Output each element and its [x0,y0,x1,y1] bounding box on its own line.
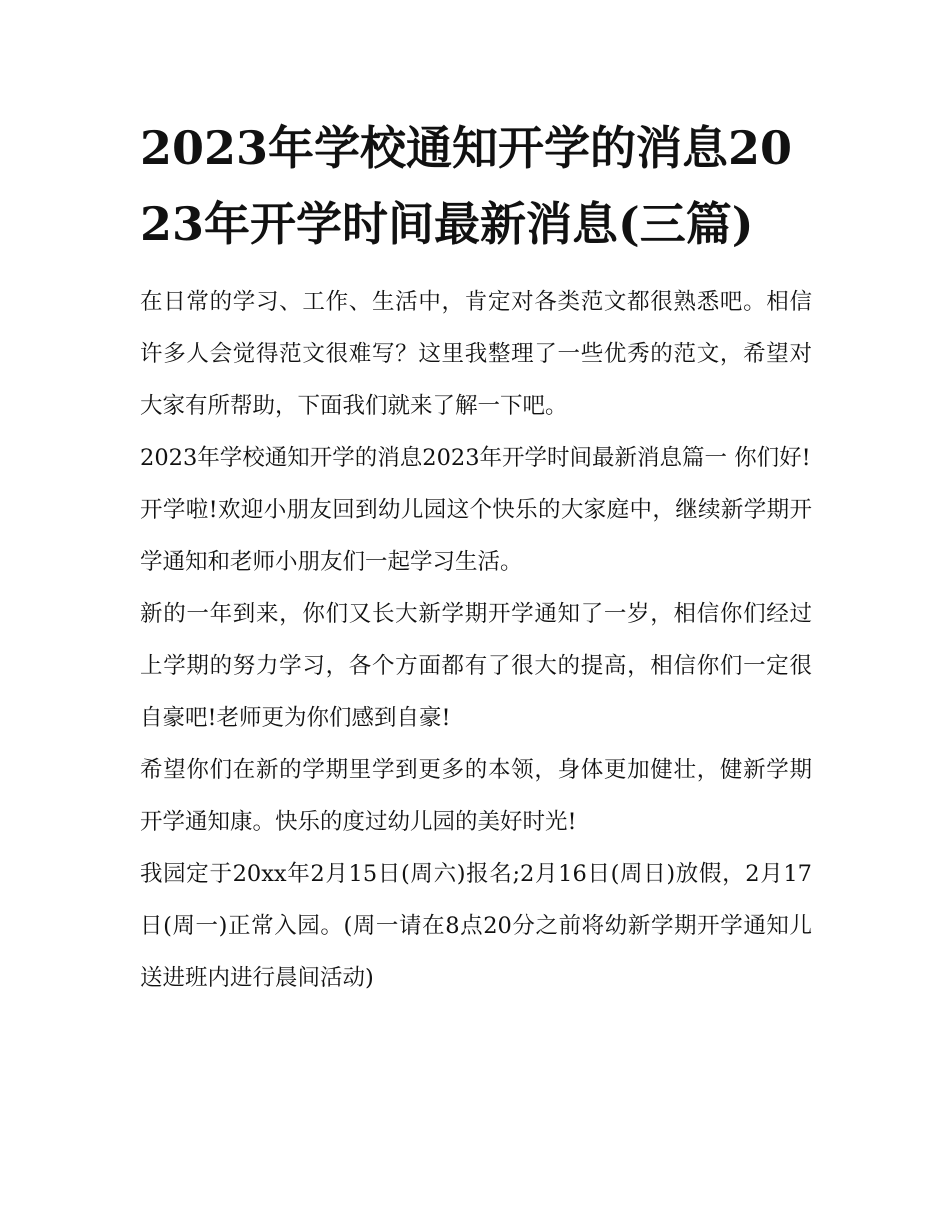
paragraph-new-year: 新的一年到来，你们又长大新学期开学通知了一岁，相信你们经过上学期的努力学习，各个方面都有了很大的提高，相信你们一定很自豪吧!老师更为你们感到自豪! [140,601,812,731]
document-title: 2023年学校通知开学的消息2023年开学时间最新消息(三篇) [140,121,793,251]
paragraph-greeting: 2023年学校通知开学的消息2023年开学时间最新消息篇一 你们好! [140,445,811,471]
paragraph-intro: 在日常的学习、工作、生活中，肯定对各类范文都很熟悉吧。相信许多人会觉得范文很难写？这里我整理了一些优秀的范文，希望对大家有所帮助，下面我们就来了解一下吧。 [140,289,812,419]
paragraph-welcome: 开学啦!欢迎小朋友回到幼儿园这个快乐的大家庭中，继续新学期开学通知和老师小朋友们一起学习生活。 [140,497,812,575]
document-page [140,110,812,1004]
paragraph-wishes: 希望你们在新的学期里学到更多的本领，身体更加健壮，健新学期开学通知康。快乐的度过幼儿园的美好时光! [140,757,812,835]
paragraph-schedule: 我园定于20xx年2月15日(周六)报名;2月16日(周日)放假，2月17日(周一)正常入园。(周一请在8点20分之前将幼新学期开学通知儿送进班内进行晨间活动) [140,861,812,991]
